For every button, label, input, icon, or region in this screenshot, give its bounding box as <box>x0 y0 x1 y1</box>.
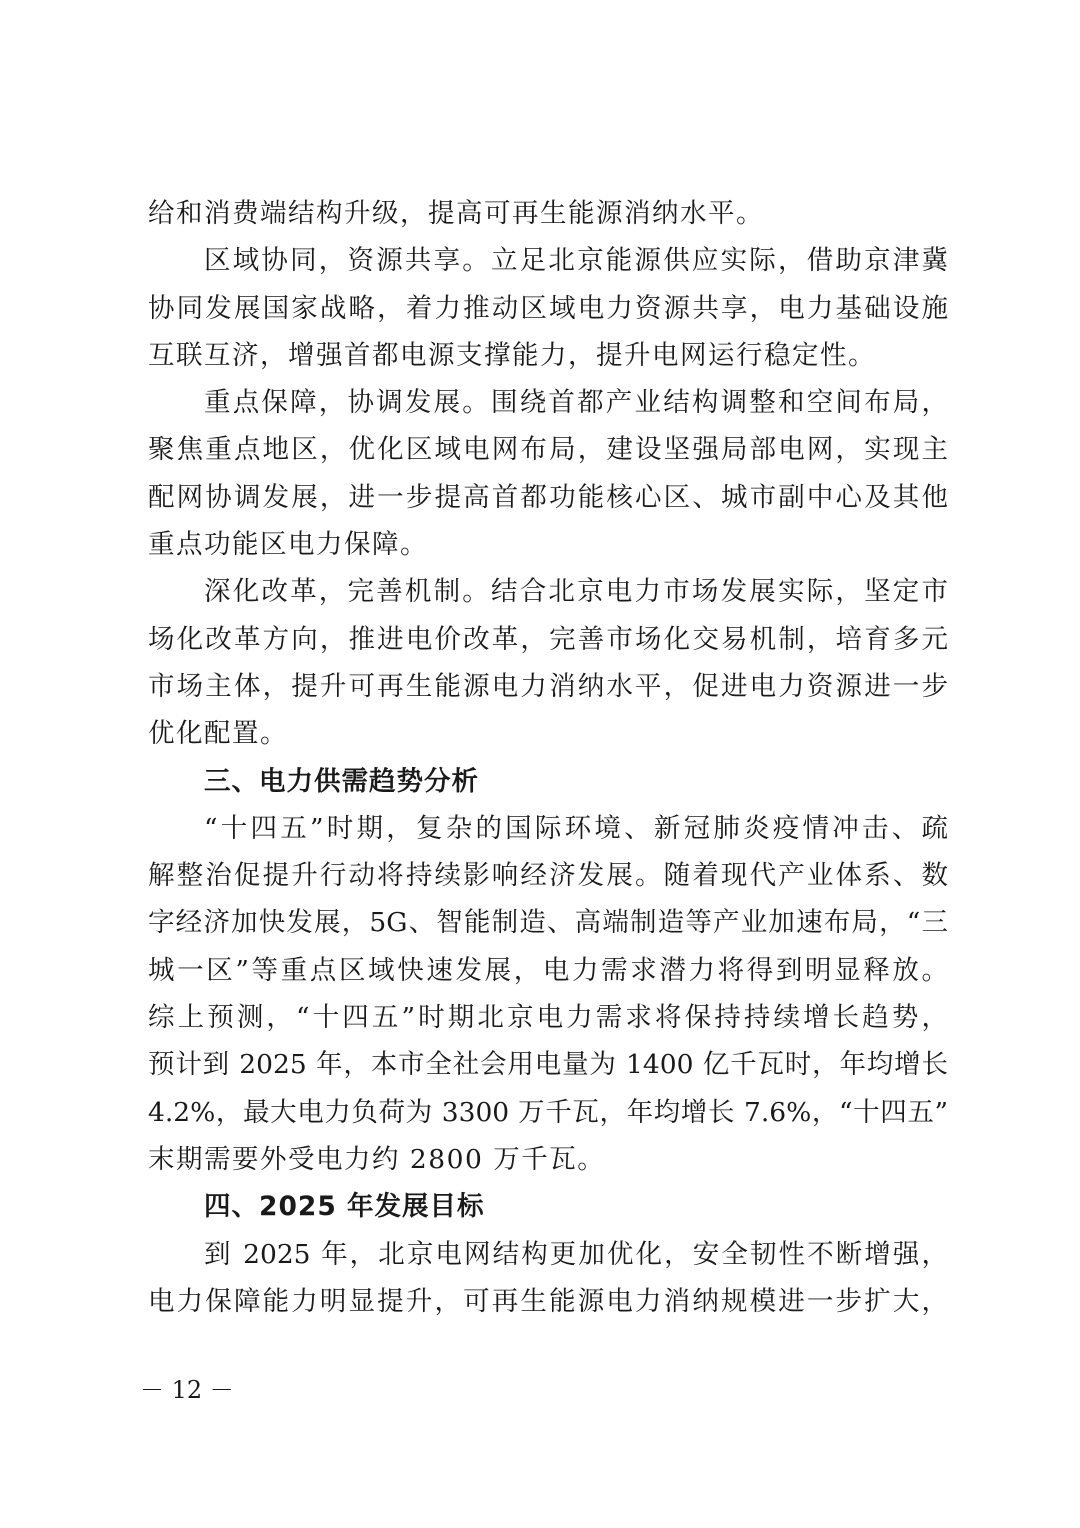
paragraph-line: 配网协调发展，进一步提高首都功能核心区、城市副中心及其他 <box>148 481 948 513</box>
paragraph-line: 互联互济，增强首都电源支撑能力，提升电网运行稳定性。 <box>148 339 876 371</box>
paragraph-line: 区域协同，资源共享。立足北京能源供应实际，借助京津冀 <box>204 245 948 277</box>
paragraph-line: 优化配置。 <box>148 718 288 750</box>
paragraph-line: 末期需要外受电力约 2800 万千瓦。 <box>148 1143 606 1175</box>
paragraph-line: 深化改革，完善机制。结合北京电力市场发展实际，坚定市 <box>204 576 948 608</box>
paragraph-line: 城一区”等重点区域快速发展，电力需求潜力将得到明显释放。 <box>148 954 948 986</box>
paragraph-line: 综上预测，“十四五”时期北京电力需求将保持持续增长趋势， <box>148 1002 948 1034</box>
section-heading: 四、2025 年发展目标 <box>204 1191 485 1223</box>
paragraph-line: 到 2025 年，北京电网结构更加优化，安全韧性不断增强， <box>204 1238 948 1270</box>
paragraph-line: 市场主体，提升可再生能源电力消纳水平，促进电力资源进一步 <box>148 670 948 702</box>
paragraph-line: 字经济加快发展，5G、智能制造、高端制造等产业加速布局，“三 <box>148 907 948 939</box>
paragraph-line: 电力保障能力明显提升，可再生能源电力消纳规模进一步扩大， <box>148 1285 948 1317</box>
paragraph-line: “十四五”时期，复杂的国际环境、新冠肺炎疫情冲击、疏 <box>204 812 948 844</box>
page-number: － 12 － <box>140 1376 234 1404</box>
paragraph-line: 聚焦重点地区，优化区域电网布局，建设坚强局部电网，实现主 <box>148 434 948 466</box>
paragraph-line: 解整治促提升行动将持续影响经济发展。随着现代产业体系、数 <box>148 860 948 892</box>
paragraph-line: 重点功能区电力保障。 <box>148 529 428 561</box>
paragraph-line: 给和消费端结构升级，提高可再生能源消纳水平。 <box>148 198 764 229</box>
paragraph-line: 协同发展国家战略，着力推动区域电力资源共享，电力基础设施 <box>148 292 948 324</box>
paragraph-line: 预计到 2025 年，本市全社会用电量为 1400 亿千瓦时，年均增长 <box>148 1049 948 1081</box>
paragraph-line: 场化改革方向，推进电价改革，完善市场化交易机制，培育多元 <box>148 623 948 655</box>
body-text <box>148 190 948 1325</box>
section-heading: 三、电力供需趋势分析 <box>204 765 479 797</box>
paragraph-line: 4.2%，最大电力负荷为 3300 万千瓦，年均增长 7.6%，“十四五” <box>148 1096 948 1128</box>
paragraph-line: 重点保障，协调发展。围绕首都产业结构调整和空间布局， <box>204 387 948 419</box>
